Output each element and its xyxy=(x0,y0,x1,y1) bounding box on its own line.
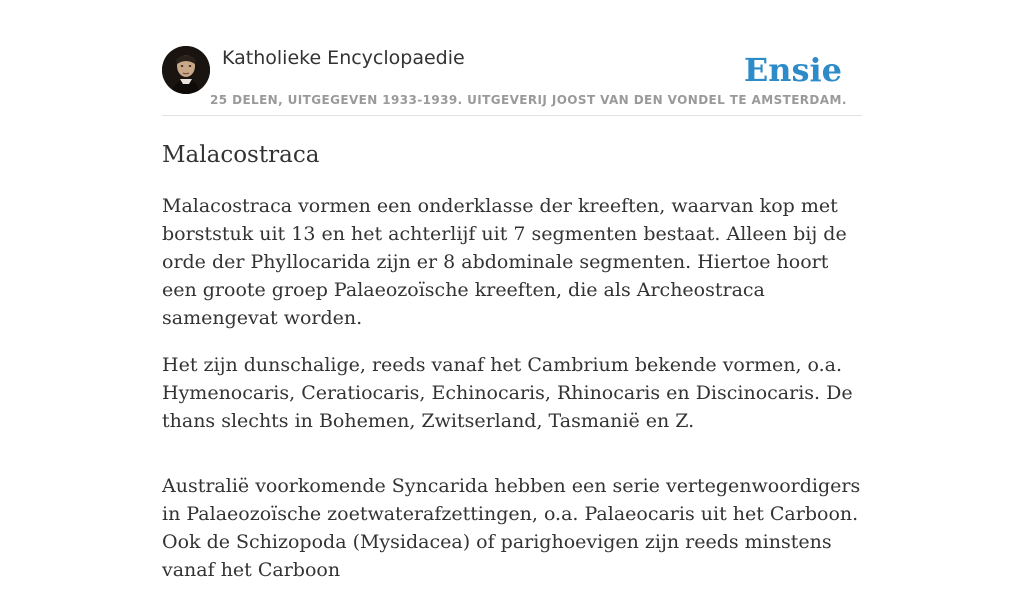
source-header xyxy=(162,46,862,116)
portrait-image xyxy=(162,46,210,94)
brand-logo[interactable]: Ensie xyxy=(743,51,842,89)
article-title: Malacostraca xyxy=(162,142,320,168)
source-meta: 25 DELEN, UITGEGEVEN 1933-1939. UITGEVERIJ JOOST VAN DEN VONDEL TE AMSTERDAM. xyxy=(210,93,847,107)
source-title[interactable]: Katholieke Encyclopaedie xyxy=(222,47,465,69)
article-paragraph: Australië voorkomende Syncarida hebben een serie vertegenwoordigers in Palaeozoïsche zoetwaterafzettingen, o.a. Palaeocaris uit het Carboon. Ook de Schizopoda (Mysidacea) of parighoevigen zijn reeds minstens vanaf het Carboon xyxy=(162,475,861,581)
article-body xyxy=(162,192,862,603)
article-paragraph: Malacostraca vormen een onderklasse der kreeften, waarvan kop met borststuk uit 13 en het achterlijf uit 7 segmenten bestaat. Alleen bij de orde der Phyllocarida zijn er 8 abdominale segmenten. Hiertoe hoort een groote groep Palaeozoïsche kreeften, die als Archeostraca samengevat worden. xyxy=(162,195,847,329)
source-avatar[interactable] xyxy=(162,46,210,94)
article-paragraph: Het zijn dunschalige, reeds vanaf het Cambrium bekende vormen, o.a. Hymenocaris, Ceratiocaris, Echinocaris, Rhinocaris en Discinocaris. De thans slechts in Bohemen, Zwitserland, Tasmanië en Z. xyxy=(162,354,853,432)
